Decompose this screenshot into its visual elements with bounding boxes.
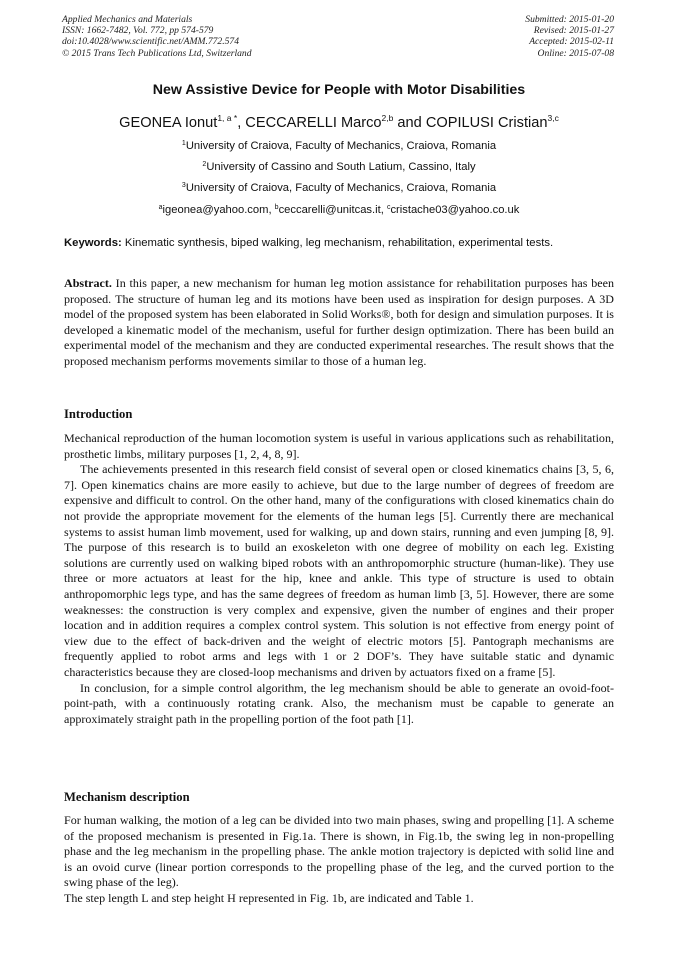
keywords-label: Keywords: — [64, 237, 122, 249]
journal-header — [62, 14, 252, 59]
introduction-body — [64, 431, 614, 727]
online-date: Online: 2015-07-08 — [537, 47, 614, 59]
affiliation-1 — [0, 140, 678, 152]
abstract-text: In this paper, a new mechanism for human leg motion assistance for rehabilitation purposes has been proposed. The structure of human leg and its motions have been used as inspiration for design purposes. A 3D model of the proposed system has been elaborated in Solid Works®, both for design and simulation purposes. It is developed a kinematic model of the mechanism, useful for further design optimization. There has been build an experimental model of the mechanism and they are conducted experimental researches. The result shows that the proposed mechanism performs movements similar to those of a human leg. — [64, 276, 614, 368]
affiliation-text: University of Craiova, Faculty of Mechanics, Craiova, Romania — [185, 140, 497, 152]
affiliation-sup: 1 — [181, 140, 186, 147]
email-sup: a — [158, 204, 163, 211]
submitted-date: Submitted: 2015-01-20 — [525, 14, 614, 25]
accepted-date: Accepted: 2015-02-11 — [529, 36, 614, 48]
journal-doi[interactable]: doi:10.4028/www.scientific.net/AMM.772.574 — [62, 36, 240, 48]
author-affiliation-sup: 1, a * — [217, 113, 238, 123]
email-sup: b — [274, 204, 279, 211]
author-list — [0, 115, 678, 131]
mechanism-body — [64, 813, 614, 907]
abstract-paragraph — [64, 276, 614, 370]
revised-date: Revised: 2015-01-27 — [533, 25, 614, 37]
email-link[interactable]: ceccarelli@unitcas.it, — [278, 204, 387, 216]
affiliation-sup: 2 — [202, 161, 207, 168]
keywords-text: Kinematic synthesis, biped walking, leg mechanism, rehabilitation, experimental tests. — [121, 237, 554, 249]
author-affiliation-sup: 3,c — [547, 113, 559, 123]
body-paragraph: The step length L and step height H represented in Fig. 1b, are indicated and Table 1. — [64, 890, 474, 905]
keywords — [64, 237, 624, 249]
body-paragraph: The achievements presented in this research field consist of several open or closed kinematics chains [3, 5, 6, 7]. Open kinematics chains are more easily to achieve, but due to the large number of degrees of freedom are expensive and difficult to control. On the other hand, many of the configurations with closed kinematics chain do not provide the appropriate movement for the elements of the human legs [5]. Currently there are mechanical systems to assist human limb movement, used for walking, up and down stairs, running and even jumping [8, 9]. The purpose of this research is to build an exoskeleton with one degree of mobility on each leg. Existing solutions are currently used on walking biped robots with an anthropomorphic structure (human-like). They use three or more actuators at least for the hip, knee and ankle. This type of structure is used to obtain anthropomorphic legs type, and has the same degrees of freedom as human limb [3, 5]. However, there are some weaknesses: the construction is very complex and expensive, given the number of engines and their proper location and in addition requires a complex control system. This solution is not effective from energy point of view due to the effect of back-driven and the weight of electric motors [5]. Pantograph mechanisms are frequently applied to robot arms and legs with 1 or 2 DOF’s. They have suitable static and dynamic characteristics because they are closed-loop mechanisms and driven by actuators fixed on a frame [5]. — [64, 462, 614, 679]
email-link[interactable]: cristache03@yahoo.co.uk — [390, 204, 520, 216]
email-sup: c — [386, 204, 391, 211]
introduction-heading: Introduction — [64, 407, 133, 421]
body-paragraph: In conclusion, for a simple control algorithm, the leg mechanism should be able to generate an ovoid-foot-point-path, with a continuously rotating crank. Also, the mechanism must be capable to generate an approximately straight path in the propelling portion of the foot path [1]. — [64, 680, 614, 726]
author-name: and COPILUSI Cristian — [393, 115, 548, 131]
body-paragraph: Mechanical reproduction of the human locomotion system is useful in various applications such as rehabilitation, prosthetic limbs, military purposes [1, 2, 4, 8, 9]. — [64, 431, 614, 461]
affiliation-3 — [0, 182, 678, 194]
journal-copyright: © 2015 Trans Tech Publications Ltd, Switzerland — [62, 47, 252, 59]
affiliation-2 — [0, 161, 678, 173]
author-emails — [0, 204, 678, 216]
affiliation-text: University of Craiova, Faculty of Mechanics, Craiova, Romania — [185, 182, 497, 194]
body-paragraph: For human walking, the motion of a leg can be divided into two main phases, swing and propelling [1]. A scheme of the proposed mechanism is presented in Fig.1a. There is shown, in Fig.1b, the swing leg in non-propelling phase and the leg mechanism in the propelling phase. The ankle motion trajectory is depicted with solid line and is an ovoid curve (linear portion corresponds to the propelling phase of the leg, and the curved portion to the swing phase of the leg). — [64, 813, 614, 890]
abstract-label: Abstract. — [64, 276, 112, 290]
author-name: , CECCARELLI Marco — [237, 115, 382, 131]
abstract — [64, 276, 614, 370]
author-affiliation-sup: 2,b — [381, 113, 394, 123]
journal-issn: ISSN: 1662-7482, Vol. 772, pp 574-579 — [62, 25, 214, 37]
journal-name: Applied Mechanics and Materials — [62, 14, 193, 25]
email-link[interactable]: igeonea@yahoo.com, — [162, 204, 275, 216]
dates-header — [525, 14, 614, 59]
paper-title: New Assistive Device for People with Motor Disabilities — [152, 82, 526, 98]
author-name: GEONEA Ionut — [119, 115, 218, 131]
mechanism-heading: Mechanism description — [64, 790, 190, 804]
affiliation-sup: 3 — [181, 182, 186, 189]
affiliation-text: University of Cassino and South Latium, Cassino, Italy — [206, 161, 476, 173]
